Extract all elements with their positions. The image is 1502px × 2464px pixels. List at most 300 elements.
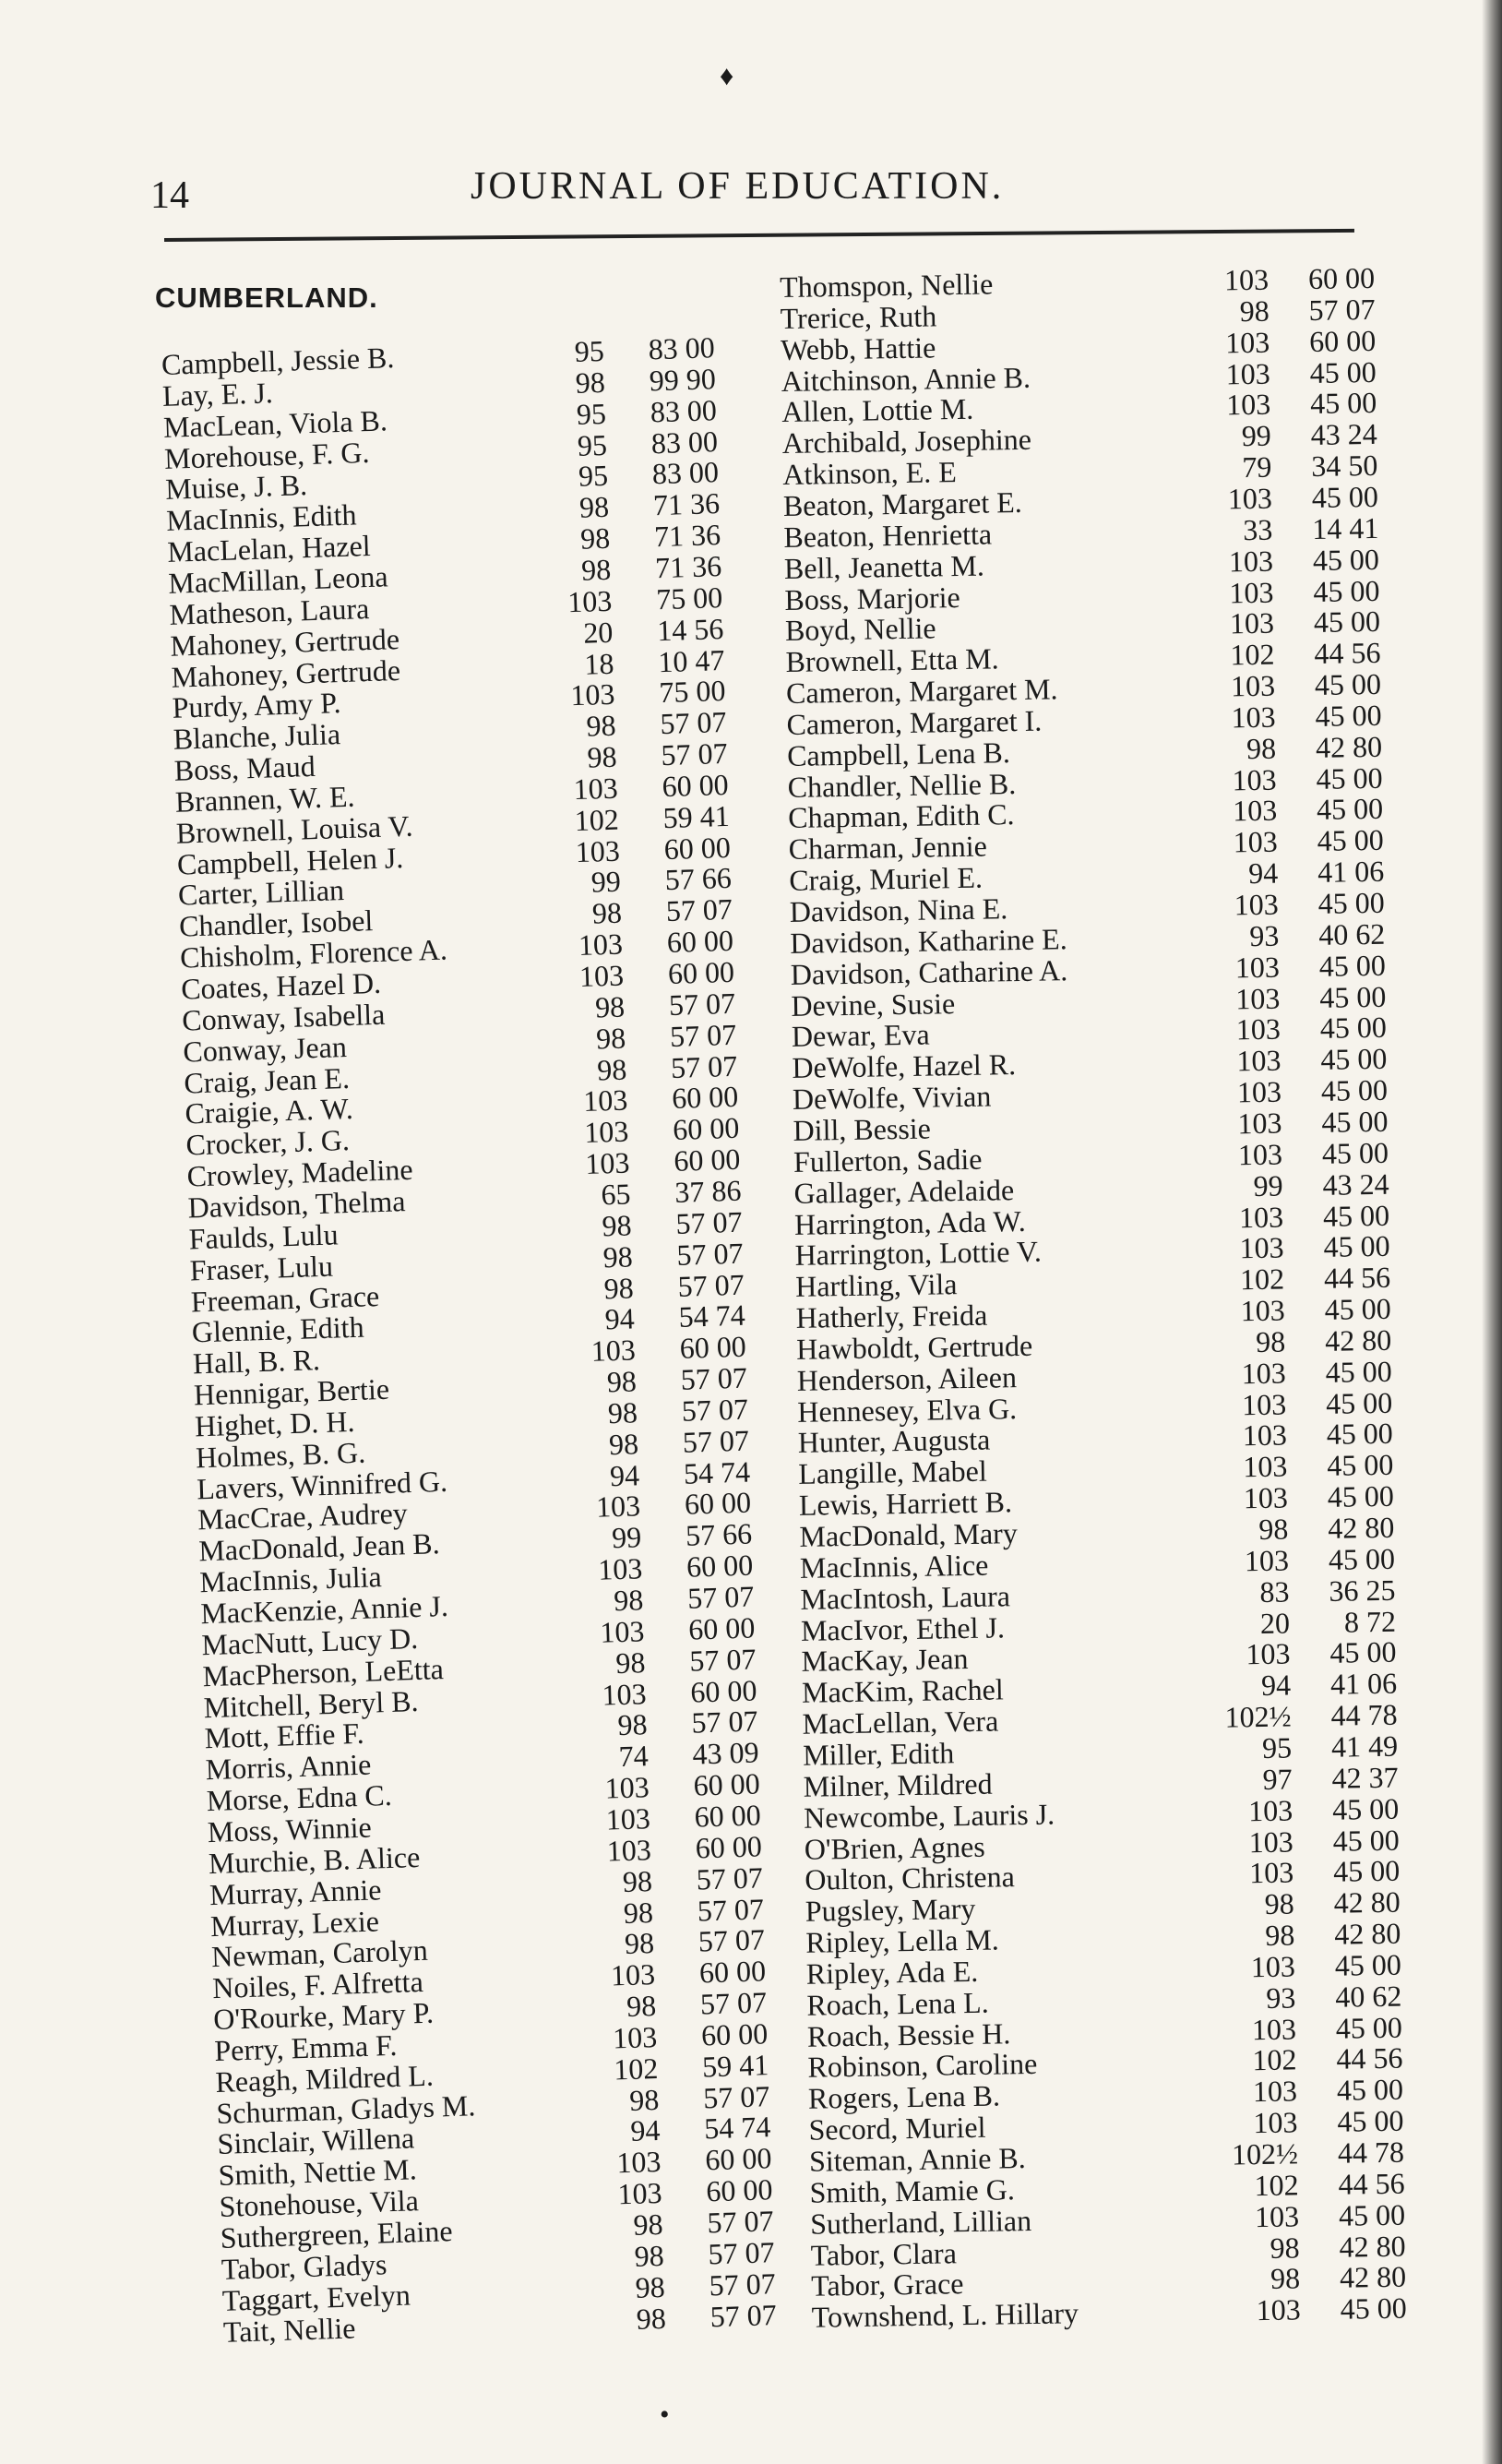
teacher-name: Cameron, Margaret I. — [786, 703, 1043, 741]
amount-value: 60 00 — [663, 830, 732, 866]
days-value: 33 — [1243, 512, 1273, 546]
list-item — [163, 424, 719, 475]
list-item — [788, 823, 1384, 867]
days-value: 65 — [600, 1177, 632, 1212]
amount-value: 57 07 — [670, 1048, 738, 1084]
days-value: 99 — [1253, 1168, 1283, 1202]
days-value: 103 — [597, 1551, 643, 1586]
teacher-name: Craig, Muriel E. — [788, 860, 983, 898]
running-title: JOURNAL OF EDUCATION. — [471, 165, 1005, 208]
list-item — [793, 1135, 1389, 1178]
list-item — [785, 666, 1382, 710]
days-value: 98 — [634, 2238, 665, 2273]
teacher-name: DeWolfe, Hazel R. — [792, 1047, 1017, 1085]
teacher-name: MacDonald, Jean B. — [197, 1526, 441, 1568]
days-value: 103 — [1232, 762, 1277, 796]
amount-value: 57 07 — [677, 1267, 745, 1303]
teacher-name: DeWolfe, Vivian — [792, 1079, 992, 1116]
days-value: 103 — [1250, 1949, 1296, 1984]
teacher-name: Perry, Emma F. — [213, 2027, 398, 2067]
teacher-name: Fraser, Lulu — [189, 1249, 334, 1287]
amount-value: 45 00 — [1323, 1229, 1390, 1264]
teacher-name: Noiles, F. Alfretta — [211, 1965, 424, 2005]
teacher-name: Mitchell, Beryl B. — [203, 1683, 420, 1724]
amount-value: 42 80 — [1333, 1884, 1401, 1920]
amount-value: 60 00 — [673, 1142, 741, 1178]
amount-value: 45 00 — [1326, 1417, 1394, 1452]
teacher-name: Conway, Isabella — [181, 997, 386, 1037]
amount-value: 45 00 — [1313, 604, 1381, 640]
amount-value: 60 00 — [698, 1954, 767, 1990]
days-value: 103 — [569, 677, 616, 712]
days-value: 98 — [636, 2301, 667, 2336]
amount-value: 44 78 — [1337, 2135, 1405, 2170]
days-value: 98 — [602, 1239, 634, 1274]
days-value: 103 — [1248, 1824, 1293, 1859]
list-item — [803, 1760, 1399, 1803]
amount-value: 57 66 — [664, 861, 733, 897]
days-value: 103 — [1228, 544, 1274, 579]
days-value: 98 — [635, 2269, 666, 2304]
teacher-name: Devine, Susie — [791, 986, 956, 1023]
teacher-name: Chapman, Edith C. — [787, 797, 1015, 835]
days-value: 98 — [580, 552, 612, 587]
days-value: 103 — [1253, 2105, 1298, 2140]
list-item — [793, 1166, 1389, 1210]
teacher-name: Townshend, L. Hillary — [811, 2296, 1079, 2334]
amount-value: 45 00 — [1329, 1635, 1397, 1670]
teacher-name: Schurman, Gladys M. — [215, 2087, 476, 2130]
teacher-name: Smith, Mamie G. — [809, 2172, 1016, 2209]
days-value: 103 — [1243, 1449, 1288, 1484]
teacher-name: MacInnis, Edith — [165, 497, 357, 538]
list-item — [805, 1916, 1401, 1959]
days-value: 98 — [607, 1395, 638, 1430]
teacher-name: Morse, Edna C. — [206, 1777, 393, 1818]
amount-value: 37 86 — [674, 1173, 742, 1209]
amount-value: 45 00 — [1321, 1104, 1389, 1139]
amount-value: 45 00 — [1314, 666, 1382, 701]
amount-value: 60 00 — [1307, 260, 1376, 295]
list-item — [788, 854, 1385, 898]
amount-value: 75 00 — [658, 674, 726, 710]
teacher-name: Coates, Hazel D. — [180, 965, 382, 1006]
days-value: 103 — [1232, 794, 1278, 828]
list-item — [791, 1011, 1388, 1054]
amount-value: 45 00 — [1309, 386, 1377, 421]
days-value: 103 — [578, 927, 624, 963]
amount-value: 57 07 — [702, 2078, 770, 2115]
amount-value: 45 00 — [1321, 1135, 1389, 1170]
days-value: 103 — [1227, 481, 1273, 516]
days-value: 94 — [604, 1301, 636, 1336]
days-value: 94 — [629, 2113, 661, 2148]
days-value: 102 — [1239, 1262, 1285, 1297]
list-item — [784, 573, 1380, 616]
list-item — [799, 1541, 1396, 1585]
teacher-name: Hall, B. R. — [192, 1343, 321, 1381]
days-value: 103 — [1236, 1043, 1281, 1078]
days-value: 98 — [1265, 1918, 1295, 1952]
teacher-name: MacKenzie, Annie J. — [199, 1588, 449, 1631]
amount-value: 60 00 — [1308, 323, 1377, 358]
list-item — [792, 1042, 1388, 1085]
days-value: 95 — [577, 427, 608, 462]
days-value: 98 — [1246, 731, 1277, 765]
days-value: 103 — [583, 1114, 629, 1150]
teacher-name: Conway, Jean — [182, 1029, 348, 1069]
amount-value: 45 00 — [1309, 354, 1377, 389]
list-item — [795, 1322, 1392, 1366]
list-item — [207, 1798, 762, 1849]
amount-value: 83 00 — [648, 330, 716, 366]
teacher-name: Allen, Lottie M. — [781, 392, 974, 429]
teacher-name: Chandler, Nellie B. — [787, 766, 1017, 804]
amount-value: 45 00 — [1317, 823, 1384, 858]
days-value: 102 — [1230, 637, 1275, 672]
amount-value: 45 00 — [1318, 948, 1387, 983]
teacher-name: Lavers, Winnifred G. — [196, 1464, 448, 1505]
days-value: 103 — [573, 771, 619, 807]
list-item — [783, 510, 1379, 554]
list-item — [783, 542, 1380, 585]
teacher-name: Morehouse, F. G. — [163, 435, 370, 475]
list-item — [789, 885, 1386, 928]
days-value: 102½ — [1231, 2136, 1299, 2171]
list-item — [797, 1417, 1394, 1460]
days-value: 103 — [610, 1957, 656, 1992]
amount-value: 45 00 — [1325, 1385, 1393, 1420]
teacher-name: Sinclair, Willena — [217, 2121, 415, 2161]
teacher-name: Mott, Effie F. — [204, 1716, 365, 1755]
amount-value: 60 00 — [684, 1485, 752, 1522]
days-value: 97 — [1262, 1762, 1293, 1796]
days-value: 103 — [1233, 824, 1278, 859]
amount-value: 45 00 — [1325, 1354, 1392, 1389]
amount-value: 60 00 — [695, 1829, 763, 1865]
amount-value: 45 00 — [1327, 1478, 1395, 1513]
list-item — [800, 1573, 1396, 1616]
teacher-name: Rogers, Lena B. — [807, 2078, 1001, 2116]
amount-value: 54 74 — [683, 1454, 751, 1490]
days-value: 103 — [582, 1082, 628, 1118]
amount-value: 60 00 — [662, 767, 730, 804]
teacher-name: Hawboldt, Gertrude — [795, 1328, 1033, 1366]
list-item — [805, 1884, 1401, 1928]
days-value: 98 — [624, 1926, 655, 1961]
days-value: 103 — [578, 958, 625, 994]
amount-value: 41 06 — [1329, 1666, 1398, 1702]
days-value: 103 — [604, 1770, 650, 1805]
days-value: 98 — [603, 1270, 635, 1305]
days-value: 98 — [628, 2082, 660, 2117]
list-item — [166, 518, 721, 568]
list-item — [797, 1385, 1393, 1429]
days-value: 103 — [1240, 1293, 1285, 1328]
teacher-name: Crowley, Madeline — [186, 1152, 414, 1193]
days-value: 103 — [1229, 605, 1275, 640]
teacher-name: Boss, Maud — [173, 748, 316, 787]
days-value: 98 — [594, 989, 626, 1024]
list-item — [809, 2197, 1406, 2241]
list-item — [801, 1635, 1397, 1679]
teacher-name: Murray, Lexie — [209, 1903, 380, 1943]
list-item — [781, 386, 1377, 429]
amount-value: 83 00 — [651, 455, 720, 491]
teacher-name: Gallager, Adelaide — [793, 1172, 1015, 1210]
amount-value: 45 00 — [1338, 2197, 1406, 2232]
teacher-name: Chisholm, Florence A. — [179, 932, 448, 975]
teacher-name: Blanche, Julia — [173, 717, 341, 756]
days-value: 94 — [609, 1457, 640, 1492]
days-value: 103 — [1247, 1793, 1293, 1827]
teacher-name: Davidson, Thelma — [187, 1184, 406, 1225]
amount-value: 60 00 — [687, 1610, 756, 1646]
amount-value: 45 00 — [1316, 760, 1383, 795]
teacher-name: MacLellan, Vera — [802, 1704, 999, 1740]
teacher-name: Hatherly, Freida — [795, 1298, 988, 1334]
teacher-name: Brannen, W. E. — [174, 779, 355, 819]
amount-value: 57 07 — [675, 1236, 745, 1272]
days-value: 98 — [1270, 2261, 1301, 2296]
amount-value: 57 07 — [668, 986, 736, 1022]
teacher-name: Dewar, Eva — [791, 1017, 930, 1054]
list-item — [782, 479, 1379, 522]
list-item — [220, 2204, 775, 2255]
amount-value: 44 78 — [1330, 1697, 1398, 1732]
list-item — [779, 260, 1376, 304]
days-value: 94 — [1260, 1668, 1292, 1703]
days-value: 98 — [601, 1208, 633, 1243]
list-item — [801, 1666, 1398, 1710]
days-value: 102 — [1252, 2042, 1297, 2077]
teacher-name: Carter, Lillian — [177, 873, 345, 913]
amount-value: 54 74 — [703, 2110, 771, 2146]
teacher-name: Brownell, Etta M. — [785, 641, 999, 679]
amount-value: 44 56 — [1323, 1260, 1391, 1296]
amount-value: 45 00 — [1327, 1448, 1394, 1483]
days-value: 103 — [1225, 388, 1271, 422]
teacher-name: Ripley, Lella M. — [805, 1922, 1000, 1959]
list-item — [808, 2135, 1405, 2178]
amount-value: 57 07 — [674, 1204, 744, 1240]
amount-value: 71 36 — [654, 548, 722, 585]
days-value: 99 — [590, 865, 622, 900]
days-value: 95 — [578, 459, 609, 494]
list-item — [786, 698, 1382, 741]
days-value: 98 — [632, 2207, 664, 2242]
amount-value: 57 07 — [699, 1985, 768, 2021]
days-value: 79 — [1242, 449, 1272, 484]
amount-value: 59 41 — [701, 2047, 769, 2084]
amount-value: 60 00 — [694, 1798, 762, 1834]
teacher-name: Campbell, Jessie B. — [161, 341, 395, 381]
amount-value: 75 00 — [655, 580, 723, 616]
list-item — [781, 417, 1378, 461]
list-item — [780, 292, 1376, 335]
amount-value: 42 80 — [1339, 2259, 1407, 2295]
teacher-name: Siteman, Annie B. — [808, 2141, 1026, 2178]
teacher-name: MacInnis, Alice — [799, 1548, 989, 1585]
days-value: 103 — [615, 2145, 662, 2180]
teacher-name: Pugsley, Mary — [805, 1892, 976, 1928]
amount-value: 57 07 — [660, 736, 729, 772]
teacher-name: Lewis, Harriett B. — [798, 1485, 1013, 1522]
days-value: 103 — [1229, 575, 1274, 609]
amount-value: 14 56 — [656, 611, 724, 647]
teacher-name: MacLean, Viola B. — [162, 402, 388, 444]
list-item — [194, 1392, 749, 1443]
amount-value: 45 00 — [1328, 1541, 1396, 1576]
amount-value: 8 72 — [1343, 1604, 1397, 1639]
teacher-name: Milner, Mildred — [803, 1766, 993, 1803]
amount-value: 71 36 — [652, 486, 721, 522]
teacher-name: MacIntosh, Laura — [800, 1578, 1011, 1616]
days-value: 98 — [585, 708, 617, 743]
teacher-name: Trerice, Ruth — [780, 299, 937, 335]
list-item — [811, 2291, 1407, 2334]
days-value: 103 — [606, 1832, 652, 1868]
amount-value: 60 00 — [689, 1672, 757, 1709]
amount-value: 41 49 — [1330, 1728, 1399, 1764]
amount-value: 42 37 — [1331, 1760, 1399, 1795]
days-value: 103 — [1246, 1636, 1291, 1671]
list-item — [810, 2259, 1407, 2303]
days-value: 98 — [626, 1989, 657, 2024]
teacher-name: Harrington, Lottie V. — [794, 1235, 1043, 1273]
teacher-name: Reagh, Mildred L. — [214, 2058, 435, 2099]
teacher-name: Hunter, Augusta — [797, 1423, 991, 1460]
days-value: 98 — [1258, 1512, 1289, 1547]
days-value: 103 — [1231, 700, 1276, 735]
days-value: 103 — [605, 1801, 651, 1836]
teacher-name: Suthergreen, Elaine — [220, 2214, 453, 2255]
amount-value: 57 07 — [659, 705, 728, 741]
amount-value: 42 80 — [1324, 1322, 1392, 1358]
amount-value: 45 00 — [1313, 573, 1380, 608]
days-value: 103 — [1241, 1387, 1287, 1421]
days-value: 102½ — [1224, 1699, 1292, 1734]
days-value: 103 — [1252, 2074, 1298, 2109]
list-item — [787, 760, 1383, 804]
amount-value: 45 00 — [1316, 792, 1384, 827]
days-value: 103 — [1243, 1480, 1289, 1515]
amount-value: 57 07 — [697, 1922, 766, 1958]
teacher-name: Robinson, Caroline — [807, 2047, 1038, 2085]
teacher-name: Davidson, Catharine A. — [790, 952, 1068, 991]
amount-value: 59 41 — [662, 798, 731, 834]
teacher-name: Sutherland, Lillian — [809, 2203, 1032, 2241]
teacher-name: Tabor, Clara — [810, 2235, 958, 2272]
teacher-name: Hennesey, Elva G. — [797, 1391, 1018, 1429]
teacher-name: Tabor, Grace — [810, 2267, 964, 2303]
days-value: 103 — [612, 2019, 658, 2055]
days-value: 103 — [1242, 1417, 1288, 1453]
teacher-name: Purdy, Amy P. — [172, 686, 342, 725]
teacher-name: Smith, Nettie M. — [218, 2152, 418, 2193]
amount-value: 57 07 — [688, 1642, 757, 1678]
days-value: 74 — [618, 1739, 650, 1774]
list-item — [803, 1791, 1400, 1835]
list-item — [802, 1697, 1398, 1740]
amount-value: 57 66 — [685, 1516, 753, 1553]
days-value: 98 — [613, 1583, 644, 1618]
amount-value: 60 00 — [704, 2141, 772, 2177]
teacher-name: MacKay, Jean — [801, 1642, 969, 1679]
teacher-name: MacIvor, Ethel J. — [800, 1609, 1006, 1647]
days-value: 103 — [1236, 1074, 1282, 1109]
teacher-name: Dill, Bessie — [793, 1111, 932, 1147]
days-value: 98 — [616, 1707, 649, 1742]
days-value: 98 — [595, 1021, 626, 1056]
list-item — [800, 1604, 1397, 1647]
days-value: 103 — [1235, 1011, 1281, 1047]
teacher-name: Hartling, Vila — [794, 1267, 958, 1304]
list-item — [805, 1947, 1402, 1991]
days-value: 99 — [1241, 418, 1272, 453]
amount-value: 42 80 — [1333, 1916, 1401, 1951]
amount-value: 44 56 — [1314, 636, 1381, 671]
teacher-name: Holmes, B. G. — [195, 1435, 366, 1475]
days-value: 103 — [584, 1145, 630, 1181]
teacher-name: Henderson, Aileen — [796, 1359, 1018, 1397]
teacher-name: Craig, Jean E. — [183, 1060, 351, 1100]
list-item — [785, 636, 1381, 679]
amount-value: 45 00 — [1331, 1791, 1400, 1826]
teacher-name: Beaton, Margaret E. — [782, 484, 1023, 522]
amount-value: 99 90 — [649, 361, 717, 398]
amount-value: 45 00 — [1319, 979, 1387, 1014]
amount-value: 34 50 — [1311, 448, 1378, 484]
list-item — [794, 1260, 1391, 1304]
days-value: 103 — [1234, 950, 1281, 985]
days-value: 98 — [587, 739, 618, 774]
amount-value: 43 09 — [692, 1735, 760, 1771]
days-value: 102 — [574, 802, 620, 837]
days-value: 98 — [1264, 1886, 1295, 1921]
amount-value: 42 80 — [1328, 1510, 1395, 1545]
amount-value: 57 07 — [665, 892, 733, 928]
teacher-name: Boss, Marjorie — [784, 580, 960, 616]
teacher-name: Moss, Winnie — [207, 1810, 373, 1849]
teacher-name: Chandler, Isobel — [178, 903, 374, 943]
days-value: 103 — [1234, 887, 1280, 922]
teacher-name: Freeman, Grace — [190, 1278, 380, 1318]
amount-value: 36 25 — [1329, 1573, 1396, 1608]
teacher-name: Charman, Jennie — [788, 829, 988, 867]
list-item — [218, 2141, 772, 2193]
amount-value: 57 07 — [690, 1704, 759, 1740]
list-item — [782, 448, 1378, 492]
amount-value: 41 06 — [1317, 854, 1385, 890]
teacher-name: Tait, Nellie — [222, 2310, 356, 2349]
amount-value: 45 00 — [1322, 1198, 1390, 1233]
list-item — [179, 923, 734, 975]
teacher-name: Craigie, A. W. — [184, 1092, 354, 1130]
days-value: 103 — [1239, 1230, 1284, 1265]
amount-value: 57 07 — [708, 2234, 776, 2271]
list-item — [182, 1017, 737, 1069]
page-edge-shadow — [1482, 0, 1502, 2464]
days-value: 98 — [579, 520, 611, 556]
days-value: 103 — [1230, 668, 1276, 703]
list-item — [798, 1478, 1395, 1522]
days-value: 103 — [1237, 1106, 1282, 1141]
teacher-name: Matheson, Laura — [168, 591, 370, 631]
teacher-name: Newman, Carolyn — [210, 1933, 429, 1974]
amount-value: 45 00 — [1315, 698, 1382, 733]
teacher-name: Hennigar, Bertie — [193, 1371, 390, 1412]
